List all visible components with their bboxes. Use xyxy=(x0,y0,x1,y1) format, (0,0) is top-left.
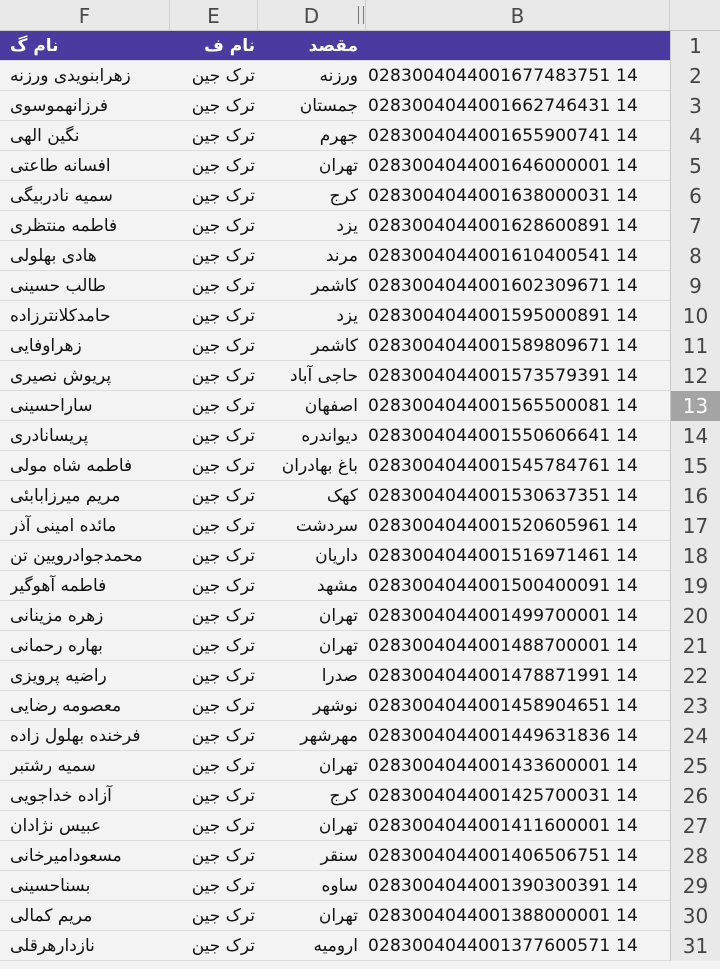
cell-code[interactable]: 0283004044001390300391 14 xyxy=(368,876,638,896)
row-number[interactable]: 1 xyxy=(670,31,720,61)
table-row xyxy=(0,901,720,931)
table-row xyxy=(0,91,720,121)
column-header-d[interactable]: D xyxy=(258,0,366,30)
cell-name[interactable]: فاطمه آهوگیر xyxy=(10,576,107,596)
cell-family[interactable]: ترک جین xyxy=(191,876,255,896)
cell-destination[interactable]: یزد xyxy=(336,306,358,326)
cell-family[interactable]: ترک جین xyxy=(191,936,255,956)
cell-destination[interactable]: اصفهان xyxy=(304,396,358,416)
header-cell-destination[interactable]: مقصد xyxy=(308,36,358,56)
cell-code[interactable]: 0283004044001530637351 14 xyxy=(368,486,638,506)
cell-family[interactable]: ترک جین xyxy=(191,306,255,326)
cell-family[interactable]: ترک جین xyxy=(191,396,255,416)
cell-destination[interactable]: ورزنه xyxy=(319,66,358,86)
column-resize-handle[interactable] xyxy=(358,6,364,24)
cell-code[interactable]: 0283004044001499700001 14 xyxy=(368,606,638,626)
row-number[interactable]: 9 xyxy=(670,271,720,301)
table-row xyxy=(0,301,720,331)
cell-family[interactable]: ترک جین xyxy=(191,246,255,266)
cell-code[interactable]: 0283004044001565500081 14 xyxy=(368,396,638,416)
cell-family[interactable]: ترک جین xyxy=(191,366,255,386)
cell-name[interactable]: ساراحسینی xyxy=(10,396,93,416)
row-number[interactable]: 10 xyxy=(670,301,720,331)
cell-code[interactable]: 0283004044001500400091 14 xyxy=(368,576,638,596)
cell-family[interactable]: ترک جین xyxy=(191,336,255,356)
table-row xyxy=(0,841,720,871)
column-header-f[interactable]: F xyxy=(0,0,170,30)
cell-family[interactable]: ترک جین xyxy=(191,816,255,836)
cell-family[interactable]: ترک جین xyxy=(191,96,255,116)
row-number[interactable]: 17 xyxy=(670,511,720,541)
cell-destination[interactable]: کرج xyxy=(329,186,358,206)
table-row xyxy=(0,121,720,151)
cell-name[interactable]: بهاره رحمانی xyxy=(10,636,103,656)
cell-code[interactable]: 0283004044001573579391 14 xyxy=(368,366,638,386)
cell-name[interactable]: سمیه نادربیگی xyxy=(10,186,113,206)
row-number[interactable]: 21 xyxy=(670,631,720,661)
cell-destination[interactable]: جهرم xyxy=(319,126,358,146)
cell-name[interactable]: افسانه طاعتی xyxy=(10,156,111,176)
row-number[interactable]: 12 xyxy=(670,361,720,391)
row-number[interactable]: 3 xyxy=(670,91,720,121)
select-all-corner[interactable] xyxy=(670,0,720,30)
row-number[interactable]: 18 xyxy=(670,541,720,571)
row-number[interactable]: 31 xyxy=(670,931,720,961)
cell-family[interactable]: ترک جین xyxy=(191,456,255,476)
cell-destination[interactable]: داریان xyxy=(315,546,358,566)
cell-family[interactable]: ترک جین xyxy=(191,66,255,86)
cell-family[interactable]: ترک جین xyxy=(191,516,255,536)
table-row xyxy=(0,451,720,481)
cell-code[interactable]: 0283004044001449631836 14 xyxy=(368,726,638,746)
cell-name[interactable]: فرزانهموسوی xyxy=(10,96,108,116)
cell-code[interactable]: 0283004044001377600571 14 xyxy=(368,936,638,956)
cell-name[interactable]: معصومه رضایی xyxy=(10,696,122,716)
header-cell-code[interactable] xyxy=(368,31,668,61)
cell-family[interactable]: ترک جین xyxy=(191,606,255,626)
cell-destination[interactable]: ارومیه xyxy=(313,936,358,956)
cell-name[interactable]: هادی بهلولی xyxy=(10,246,97,266)
header-cell-name[interactable]: نام گ xyxy=(10,36,59,56)
cell-family[interactable]: ترک جین xyxy=(191,846,255,866)
cell-family[interactable]: ترک جین xyxy=(191,276,255,296)
cell-family[interactable]: ترک جین xyxy=(191,486,255,506)
table-row xyxy=(0,781,720,811)
cell-family[interactable]: ترک جین xyxy=(191,756,255,776)
table-row xyxy=(0,811,720,841)
cell-destination[interactable]: نوشهر xyxy=(313,696,358,716)
cell-family[interactable]: ترک جین xyxy=(191,426,255,446)
row-number[interactable]: 29 xyxy=(670,871,720,901)
table-row xyxy=(0,541,720,571)
table-row xyxy=(0,631,720,661)
cell-name[interactable]: فاطمه شاه مولی xyxy=(10,456,133,476)
cell-name[interactable]: زهراوفایی xyxy=(10,336,82,356)
cell-family[interactable]: ترک جین xyxy=(191,636,255,656)
cell-destination[interactable]: کرج xyxy=(329,786,358,806)
cell-code[interactable]: 0283004044001520605961 14 xyxy=(368,516,638,536)
cell-destination[interactable]: صدرا xyxy=(321,666,358,686)
cell-destination[interactable]: مرند xyxy=(325,246,358,266)
cell-name[interactable]: بسناحسینی xyxy=(10,876,91,896)
row-number[interactable]: 14 xyxy=(670,421,720,451)
cell-destination[interactable]: تهران xyxy=(318,816,358,836)
row-number[interactable]: 6 xyxy=(670,181,720,211)
cell-destination[interactable]: تهران xyxy=(318,906,358,926)
cell-code[interactable]: 0283004044001478871991 14 xyxy=(368,666,638,686)
cell-destination[interactable]: حاجی آباد xyxy=(290,366,358,386)
table-row xyxy=(0,601,720,631)
cell-destination[interactable]: سردشت xyxy=(295,516,358,536)
cell-code[interactable]: 0283004044001662746431 14 xyxy=(368,96,638,116)
cell-destination[interactable]: دیواندره xyxy=(301,426,358,446)
row-number[interactable]: 4 xyxy=(670,121,720,151)
cell-destination[interactable]: سنقر xyxy=(320,846,358,866)
cell-code[interactable]: 0283004044001433600001 14 xyxy=(368,756,638,776)
cell-name[interactable]: طالب حسینی xyxy=(10,276,107,296)
cell-name[interactable]: حامدکلانترزاده xyxy=(10,306,111,326)
cell-code[interactable]: 0283004044001458904651 14 xyxy=(368,696,638,716)
cell-code[interactable]: 0283004044001516971461 14 xyxy=(368,546,638,566)
cell-code[interactable]: 0283004044001545784761 14 xyxy=(368,456,638,476)
table-row xyxy=(0,511,720,541)
cell-name[interactable]: نگین الهی xyxy=(10,126,80,146)
row-number[interactable]: 11 xyxy=(670,331,720,361)
row-number[interactable]: 22 xyxy=(670,661,720,691)
row-number[interactable]: 30 xyxy=(670,901,720,931)
table-row xyxy=(0,721,720,751)
row-number[interactable]: 2 xyxy=(670,61,720,91)
cell-name[interactable]: زهرابنویدی ورزنه xyxy=(10,66,131,86)
cell-code[interactable]: 0283004044001411600001 14 xyxy=(368,816,638,836)
column-header-b[interactable]: B xyxy=(366,0,670,30)
cell-family[interactable]: ترک جین xyxy=(191,906,255,926)
cell-code[interactable]: 0283004044001425700031 14 xyxy=(368,786,638,806)
cell-family[interactable]: ترک جین xyxy=(191,576,255,596)
cell-name[interactable]: مریم کمالی xyxy=(10,906,93,926)
cell-name[interactable]: سمیه رشتبر xyxy=(10,756,96,776)
row-number[interactable]: 15 xyxy=(670,451,720,481)
cell-name[interactable]: فاطمه منتظری xyxy=(10,216,118,236)
cell-destination[interactable]: کاشمر xyxy=(311,336,358,356)
cell-name[interactable]: محمدجوادرویین تن xyxy=(10,546,143,566)
table-row xyxy=(0,211,720,241)
cell-destination[interactable]: ساوه xyxy=(321,876,358,896)
cell-code[interactable]: 0283004044001638000031 14 xyxy=(368,186,638,206)
table-row xyxy=(0,931,720,961)
row-number[interactable]: 13 xyxy=(670,391,720,421)
table-row xyxy=(0,391,720,421)
cell-code[interactable]: 0283004044001655900741 14 xyxy=(368,126,638,146)
cell-name[interactable]: فرخنده بهلول زاده xyxy=(10,726,141,746)
cell-code[interactable]: 0283004044001610400541 14 xyxy=(368,246,638,266)
row-number[interactable]: 26 xyxy=(670,781,720,811)
cell-name[interactable]: پریوش نصیری xyxy=(10,366,112,386)
row-number[interactable]: 20 xyxy=(670,601,720,631)
cell-destination[interactable]: باغ بهادران xyxy=(281,456,358,476)
cell-destination[interactable]: تهران xyxy=(318,756,358,776)
column-header-bar xyxy=(0,0,720,31)
cell-destination[interactable]: یزد xyxy=(336,216,358,236)
header-cell-family[interactable]: نام ف xyxy=(204,36,255,56)
cell-family[interactable]: ترک جین xyxy=(191,546,255,566)
cell-name[interactable]: مائده امینی آذر xyxy=(10,516,117,536)
cell-name[interactable]: مسعودامیرخانی xyxy=(10,846,122,866)
cell-family[interactable]: ترک جین xyxy=(191,156,255,176)
table-row xyxy=(0,751,720,781)
cell-destination[interactable]: مشهد xyxy=(316,576,358,596)
table-row xyxy=(0,61,720,91)
table-row xyxy=(0,661,720,691)
table-row xyxy=(0,151,720,181)
table-row xyxy=(0,421,720,451)
cell-family[interactable]: ترک جین xyxy=(191,126,255,146)
cell-name[interactable]: زهره مزینانی xyxy=(10,606,104,626)
cell-name[interactable]: پریسانادری xyxy=(10,426,89,446)
cell-destination[interactable]: کاشمر xyxy=(311,276,358,296)
cell-code[interactable]: 0283004044001589809671 14 xyxy=(368,336,638,356)
table-row xyxy=(0,481,720,511)
table-row xyxy=(0,691,720,721)
cell-family[interactable]: ترک جین xyxy=(191,666,255,686)
cell-family[interactable]: ترک جین xyxy=(191,726,255,746)
table-row xyxy=(0,361,720,391)
cell-name[interactable]: عبیس نژادان xyxy=(10,816,102,836)
cell-destination[interactable]: تهران xyxy=(318,606,358,626)
cell-family[interactable]: ترک جین xyxy=(191,696,255,716)
cell-code[interactable]: 0283004044001406506751 14 xyxy=(368,846,638,866)
cell-destination[interactable]: تهران xyxy=(318,156,358,176)
cell-code[interactable]: 0283004044001646000001 14 xyxy=(368,156,638,176)
cell-family[interactable]: ترک جین xyxy=(191,186,255,206)
row-number[interactable]: 23 xyxy=(670,691,720,721)
row-number[interactable]: 27 xyxy=(670,811,720,841)
row-number[interactable]: 5 xyxy=(670,151,720,181)
table-row xyxy=(0,181,720,211)
cell-family[interactable]: ترک جین xyxy=(191,786,255,806)
column-header-e[interactable]: E xyxy=(170,0,258,30)
cell-code[interactable]: 0283004044001388000001 14 xyxy=(368,906,638,926)
cell-code[interactable]: 0283004044001595000891 14 xyxy=(368,306,638,326)
cell-destination[interactable]: کهک xyxy=(326,486,358,506)
cell-code[interactable]: 0283004044001488700001 14 xyxy=(368,636,638,656)
row-number[interactable]: 19 xyxy=(670,571,720,601)
table-row xyxy=(0,271,720,301)
cell-code[interactable]: 0283004044001602309671 14 xyxy=(368,276,638,296)
cell-destination[interactable]: تهران xyxy=(318,636,358,656)
cell-code[interactable]: 0283004044001677483751 14 xyxy=(368,66,638,86)
cell-family[interactable]: ترک جین xyxy=(191,216,255,236)
cell-name[interactable]: آزاده خداجویی xyxy=(10,786,112,806)
table-row xyxy=(0,331,720,361)
row-number[interactable]: 8 xyxy=(670,241,720,271)
row-number[interactable]: 7 xyxy=(670,211,720,241)
table-row xyxy=(0,871,720,901)
table-row xyxy=(0,571,720,601)
table-row xyxy=(0,241,720,271)
row-number[interactable]: 24 xyxy=(670,721,720,751)
row-number[interactable]: 28 xyxy=(670,841,720,871)
cell-destination[interactable]: مهرشهر xyxy=(300,726,358,746)
table-header-row xyxy=(0,31,720,61)
cell-name[interactable]: مریم میرزابابئی xyxy=(10,486,121,506)
row-number[interactable]: 16 xyxy=(670,481,720,511)
row-number[interactable]: 25 xyxy=(670,751,720,781)
cell-destination[interactable]: جمستان xyxy=(299,96,358,116)
cell-code[interactable]: 0283004044001628600891 14 xyxy=(368,216,638,236)
cell-name[interactable]: نازدارهرقلی xyxy=(10,936,95,956)
cell-name[interactable]: راضیه پرویزی xyxy=(10,666,107,686)
cell-code[interactable]: 0283004044001550606641 14 xyxy=(368,426,638,446)
